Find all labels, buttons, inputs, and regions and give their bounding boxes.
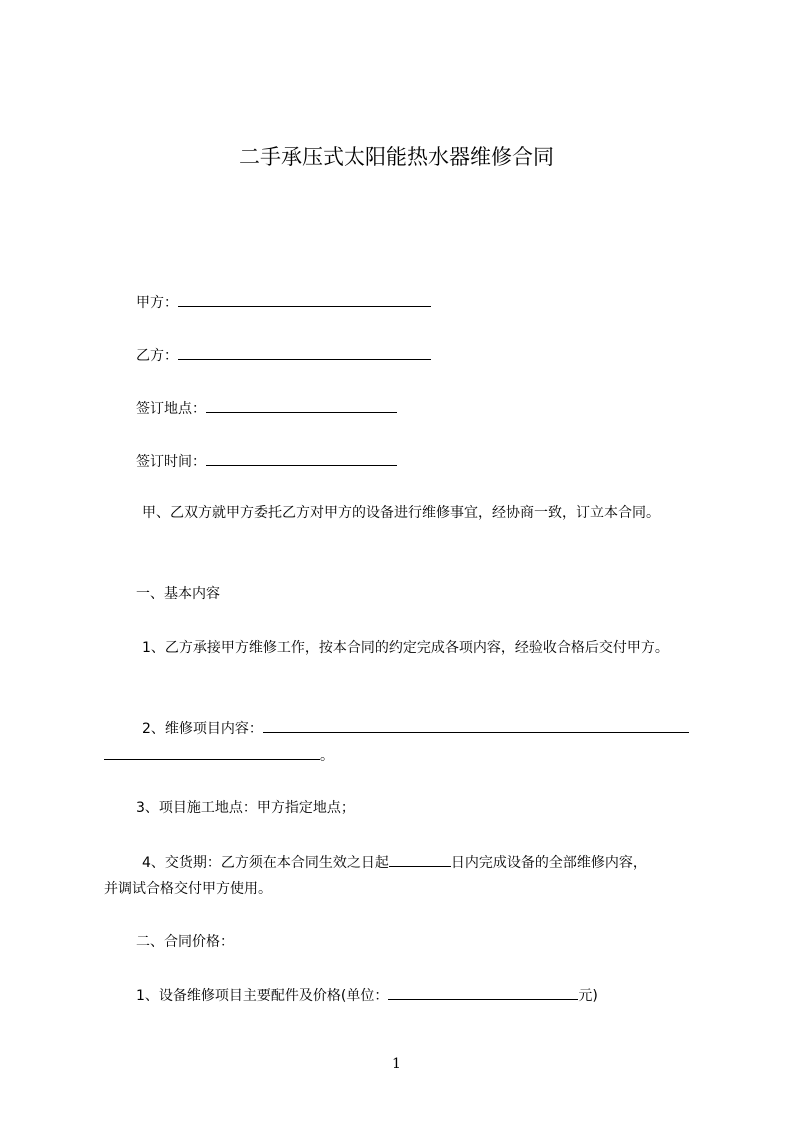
signing-place-blank[interactable] <box>206 398 397 413</box>
signing-time-field <box>136 451 397 472</box>
signing-time-blank[interactable] <box>206 451 397 466</box>
clause-1-4-part1: 4、交货期：乙方须在本合同生效之日起 <box>142 855 389 871</box>
clause-2-1 <box>136 985 598 1006</box>
signing-place-label: 签订地点： <box>136 401 206 417</box>
party-a-field <box>136 292 431 313</box>
clause-2-1-part1: 1、设备维修项目主要配件及价格(单位： <box>136 988 389 1004</box>
delivery-days-blank[interactable] <box>389 852 451 867</box>
section-2-heading: 二、合同价格： <box>136 934 234 950</box>
party-b-field <box>136 345 431 366</box>
party-a-blank[interactable] <box>178 292 431 307</box>
clause-1-2-label: 2、维修项目内容： <box>142 721 263 737</box>
clause-1-2-continued <box>104 745 334 766</box>
clause-2-1-part2: 元) <box>578 988 598 1004</box>
clause-1-2 <box>142 718 689 739</box>
page-title: 二手承压式太阳能热水器维修合同 <box>239 145 554 169</box>
party-a-label: 甲方： <box>136 295 178 311</box>
price-unit-blank[interactable] <box>388 985 578 1000</box>
signing-time-label: 签订时间： <box>136 454 206 470</box>
clause-1-3: 3、项目施工地点：甲方指定地点； <box>136 800 355 816</box>
clause-1-2-end: 。 <box>320 748 334 764</box>
clause-1-4-part2: 日内完成设备的全部维修内容， <box>450 855 647 871</box>
clause-1-4 <box>142 852 647 873</box>
clause-1-1: 1、乙方承接甲方维修工作，按本合同的约定完成各项内容，经验收合格后交付甲方。 <box>142 640 669 656</box>
maintenance-items-blank-1[interactable] <box>263 718 689 733</box>
signing-place-field <box>136 398 397 419</box>
party-b-blank[interactable] <box>178 345 431 360</box>
section-1-heading: 一、基本内容 <box>136 586 220 602</box>
maintenance-items-blank-2[interactable] <box>104 745 320 760</box>
intro-paragraph: 甲、乙双方就甲方委托乙方对甲方的设备进行维修事宜，经协商一致，订立本合同。 <box>142 505 660 521</box>
clause-1-4-line2: 并调试合格交付甲方使用。 <box>104 881 272 897</box>
party-b-label: 乙方： <box>136 348 178 364</box>
page-number: 1 <box>392 1056 401 1072</box>
